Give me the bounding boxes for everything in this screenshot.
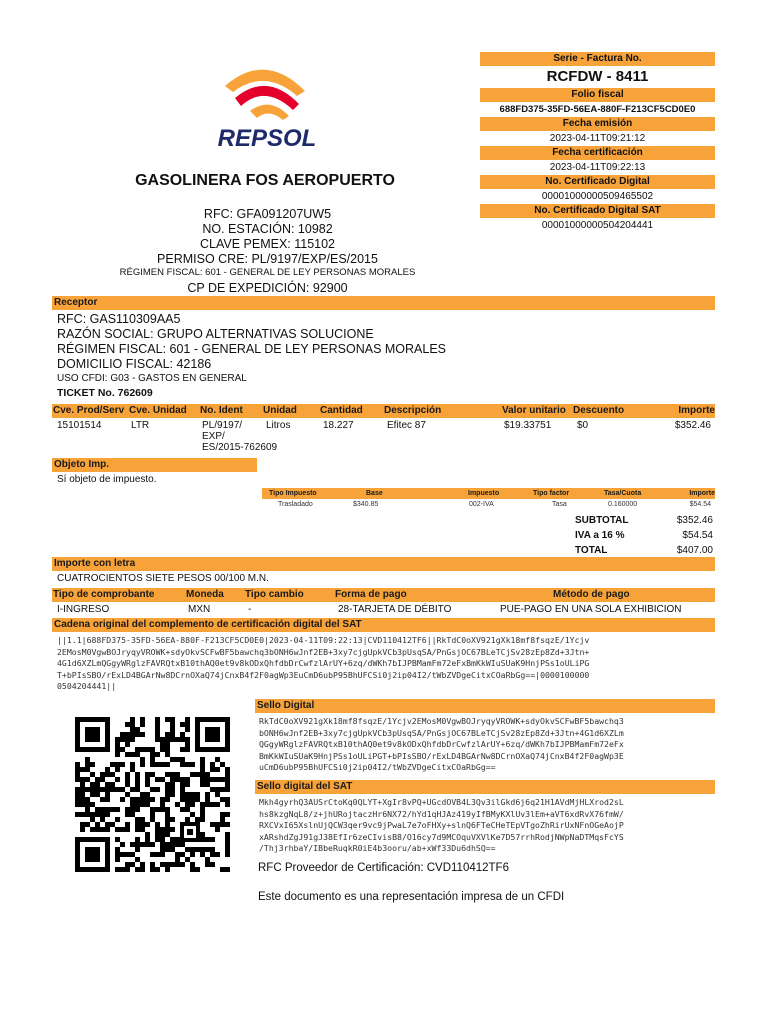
- receptor-razon: RAZÓN SOCIAL: GRUPO ALTERNATIVAS SOLUCIONE: [57, 327, 374, 341]
- emision-value: 2023-04-11T09:21:12: [549, 133, 646, 144]
- items-header: [52, 404, 715, 418]
- tax-header: Tipo Impuesto Base Impuesto Tipo factor Tasa/Cuota Importe: [262, 488, 715, 499]
- emision-label: Fecha emisión: [480, 117, 715, 131]
- receptor-title: Receptor: [52, 296, 715, 310]
- cadena-title: Cadena original del complemento de certificación digital del SAT: [52, 618, 715, 632]
- qr-code: [75, 717, 230, 872]
- col-unit-code: Cve. Unidad: [129, 405, 187, 416]
- receptor-domicilio: DOMICILIO FISCAL: 42186: [57, 357, 212, 371]
- subtotal-value: $352.46: [676, 515, 713, 526]
- iva-label: IVA a 16 %: [575, 530, 625, 541]
- cert-no-value: 00001000000509465502: [541, 191, 654, 202]
- col-qty: Cantidad: [320, 405, 363, 416]
- invoice-box: [480, 52, 715, 233]
- col-discount: Descuento: [573, 405, 625, 416]
- receptor-rfc: RFC: GAS110309AA5: [57, 312, 181, 326]
- receptor-uso: USO CFDI: G03 - GASTOS EN GENERAL: [57, 373, 247, 384]
- emitter-name: GASOLINERA FOS AEROPUERTO: [135, 172, 395, 189]
- letra-title: Importe con letra: [52, 557, 715, 571]
- iva-value: $54.54: [682, 530, 713, 541]
- total-label: TOTAL: [575, 545, 608, 556]
- sello-text: RkTdC0oXV921gXk18mf8fsqzE/1Ycjv2EMosM0VgwBOJryqyVROWK+sdyOkvSCFwBF5bawchq3 bONH6wJnf2EB+3xy7cjgUpkVCb3pUsqSA/PnGsjOC67BLeTCjSv28zEp8Zd+3Jtn+4G1d6XZLm QGgyWRglzFAVRQtxB10thAQ0et9v8kODxQhfdbDrCwfzlArUY+6zq/dWKh7bIJPBMamFm72eFx BmKkWIuSUaK9HnjPSs1oULiPGT+bPIsSBO/rExLD4BGArNw8DCrnOXaQ74jCnxB4f2F0agWp3E uCmD6ubP95BhUFCSi0j2ip04I2/tWbZVDgeCitxCOaRbGg==: [259, 716, 624, 773]
- cadena-text: ||1.1|688FD375-35FD-56EA-880F-F213CF5CD0E0|2023-04-11T09:22:13|CVD110412TF6||RkTdC0oXV921gXk18mf8fsqzE/1Ycjv 2EMosM0VgwBOJryqyVROWK+sdyOkvSCFwBF5bawchq3bONH6wJnf2EB+3xy7cjgUpkVCb3pUsqSA/PnGsjOC67BLeTCjSv28zEp8Zd+3Jtn+ 4G1d6XZLmQGgyWRglzFAVRQtxB10thAQ0et9v8kODxQhfdbDrCwfzlArUY+6zq/dWKh7bIJPBMamFm72eFxBmKkWIuSUaK9HnjPSs1oULiPG T+bPIsSBO/rExLD4BGArNw8DCrnOXaQ74jCnxB4f2F0agWp3EuCmD6ubP95BhUFCSi0j2ip04I2/tWbZVDgeCitxCOaRbGg==|0000100000 0504204441||: [57, 635, 590, 692]
- svg-text:REPSOL: REPSOL: [217, 125, 317, 152]
- sello-sat-title: Sello digital del SAT: [255, 780, 715, 794]
- emitter-rfc: RFC: GFA091207UW5: [203, 207, 332, 221]
- objeto-value: Sí objeto de impuesto.: [57, 474, 157, 485]
- qr-code-icon: [75, 717, 230, 872]
- col-ident: No. Ident: [200, 405, 243, 416]
- sello-title: Sello Digital: [255, 699, 715, 713]
- table-row: 15101514 LTR PL/9197/ EXP/ ES/2015-762609 Litros 18.227 Efitec 87 $19.33751 $0 $352.46: [57, 420, 711, 453]
- payment-row: I-INGRESO MXN - 28-TARJETA DE DÉBITO PUE-PAGO EN UNA SOLA EXHIBICION: [57, 604, 682, 615]
- col-desc: Descripción: [384, 405, 442, 416]
- emitter-cp: CP DE EXPEDICIÓN: 92900: [187, 281, 348, 295]
- cert-label: Fecha certificación: [480, 146, 715, 160]
- emitter-station: NO. ESTACIÓN: 10982: [202, 222, 333, 236]
- tax-row: Trasladado $340.85 002-IVA Tasa 0.160000 $54.54: [278, 501, 711, 508]
- receptor-ticket: TICKET No. 762609: [57, 387, 153, 399]
- rfc-provider: RFC Proveedor de Certificación: CVD110412TF6: [258, 862, 509, 874]
- emitter-regime: RÉGIMEN FISCAL: 601 - GENERAL DE LEY PERSONAS MORALES: [119, 267, 416, 278]
- cert-value: 2023-04-11T09:22:13: [549, 162, 646, 173]
- payment-header: Tipo de comprobante Moneda Tipo cambio Forma de pago Método de pago: [52, 588, 715, 602]
- totals: [575, 513, 713, 558]
- col-prod: Cve. Prod/Serv: [53, 405, 125, 416]
- repsol-logo-icon: [205, 56, 330, 156]
- sat-no-value: 00001000000504204441: [541, 220, 654, 231]
- serie-label: Serie - Factura No.: [480, 52, 715, 66]
- folio-value: 688FD375-35FD-56EA-880F-F213CF5CD0E0: [499, 104, 696, 115]
- serie-value: RCFDW - 8411: [546, 68, 649, 85]
- folio-label: Folio fiscal: [480, 88, 715, 102]
- total-value: $407.00: [676, 545, 713, 556]
- cert-no-label: No. Certificado Digital: [480, 175, 715, 189]
- cfdi-note: Este documento es una representación impresa de un CFDI: [258, 891, 565, 903]
- subtotal-label: SUBTOTAL: [575, 515, 629, 526]
- col-unit-value: Valor unitario: [502, 405, 566, 416]
- sello-sat-text: Mkh4gyrhQ3AUSrCtoKq0QLYT+XgIr8vPQ+UGcdOVB4L3Qv3ilGkd6j6q21H1AVdMjHLXrod2sL hs8kzgNqL8/z+jhURojtaczHr6NX72/hYd1qHJAz419yIfBMyKXlUv3lEm+aVT6xdRvX76fmW/ RXCVxI65XslnUjQCW3qer9vc9jPwaL7e7oFHXy+slnQ6FTeCHeTEpVTgoZhRirUxNFnOGeAojP xARshdZgJ91gJ38EfIr6zeCIvisB8/O16cy7d9MCOquVXVlKe7D57rrhRodjNWpNaDTMqsFcYS /Thj3rhbaY/IBbeRuqkR0iE4b3ooru/ab+xWf33Du6dhSQ==: [259, 797, 624, 854]
- repsol-logo: [205, 56, 330, 156]
- receptor-regime: RÉGIMEN FISCAL: 601 - GENERAL DE LEY PERSONAS MORALES: [57, 342, 447, 356]
- objeto-title: Objeto Imp.: [52, 458, 257, 472]
- letra-value: CUATROCIENTOS SIETE PESOS 00/100 M.N.: [57, 573, 269, 584]
- emitter-pemex: CLAVE PEMEX: 115102: [199, 237, 336, 251]
- col-amount: Importe: [678, 405, 715, 416]
- col-unit: Unidad: [263, 405, 297, 416]
- sat-no-label: No. Certificado Digital SAT: [480, 204, 715, 218]
- emitter-permit: PERMISO CRE: PL/9197/EXP/ES/2015: [157, 252, 378, 266]
